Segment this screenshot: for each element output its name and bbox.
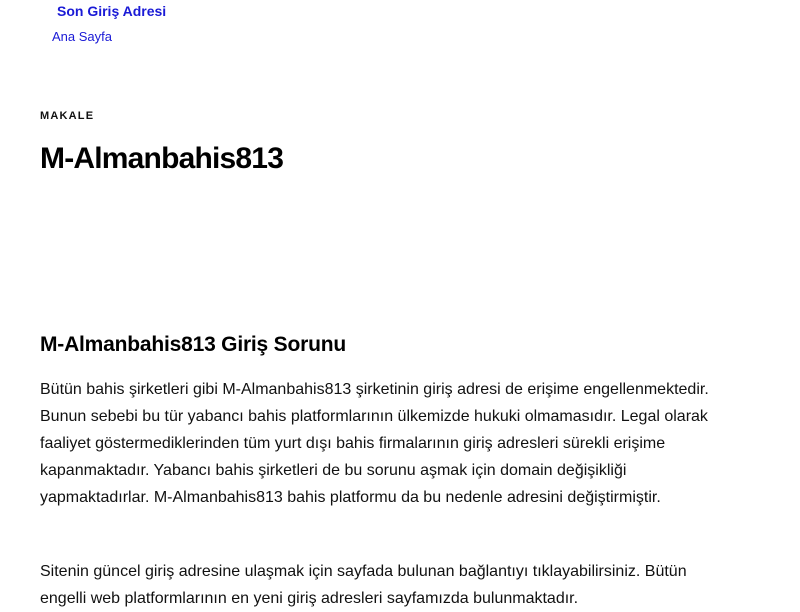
article-category: MAKALE [40,110,95,122]
nav-home-link[interactable]: Ana Sayfa [52,29,112,44]
section-heading: M-Almanbahis813 Giriş Sorunu [40,333,346,356]
page-title: M-Almanbahis813 [40,142,284,175]
article-paragraph: Sitenin güncel giriş adresine ulaşmak için sayfada bulunan bağlantıyı tıklayabilirsiniz. Bütün engelli web platformlarının en yeni giriş adresleri sayfamızda bulunmaktadır. [40,563,687,607]
site-title-link[interactable]: Son Giriş Adresi [57,3,167,19]
article-paragraph: Bütün bahis şirketleri gibi M-Almanbahis813 şirketinin giriş adresi de erişime engellenmektedir. Bunun sebebi bu tür yabancı bahis platformlarının ülkemizde hukuki olmamasıdır. Legal olarak faaliyet göstermediklerinden tüm yurt dışı bahis firmalarının giriş adresleri sürekli erişime kapanmaktadır. Yabancı bahis şirketleri de bu sorunu aşmak için domain değişikliği yapmaktadırlar. M-Almanbahis813 bahis platformu da bu nedenle adresini değiştirmiştir. [40,381,709,506]
